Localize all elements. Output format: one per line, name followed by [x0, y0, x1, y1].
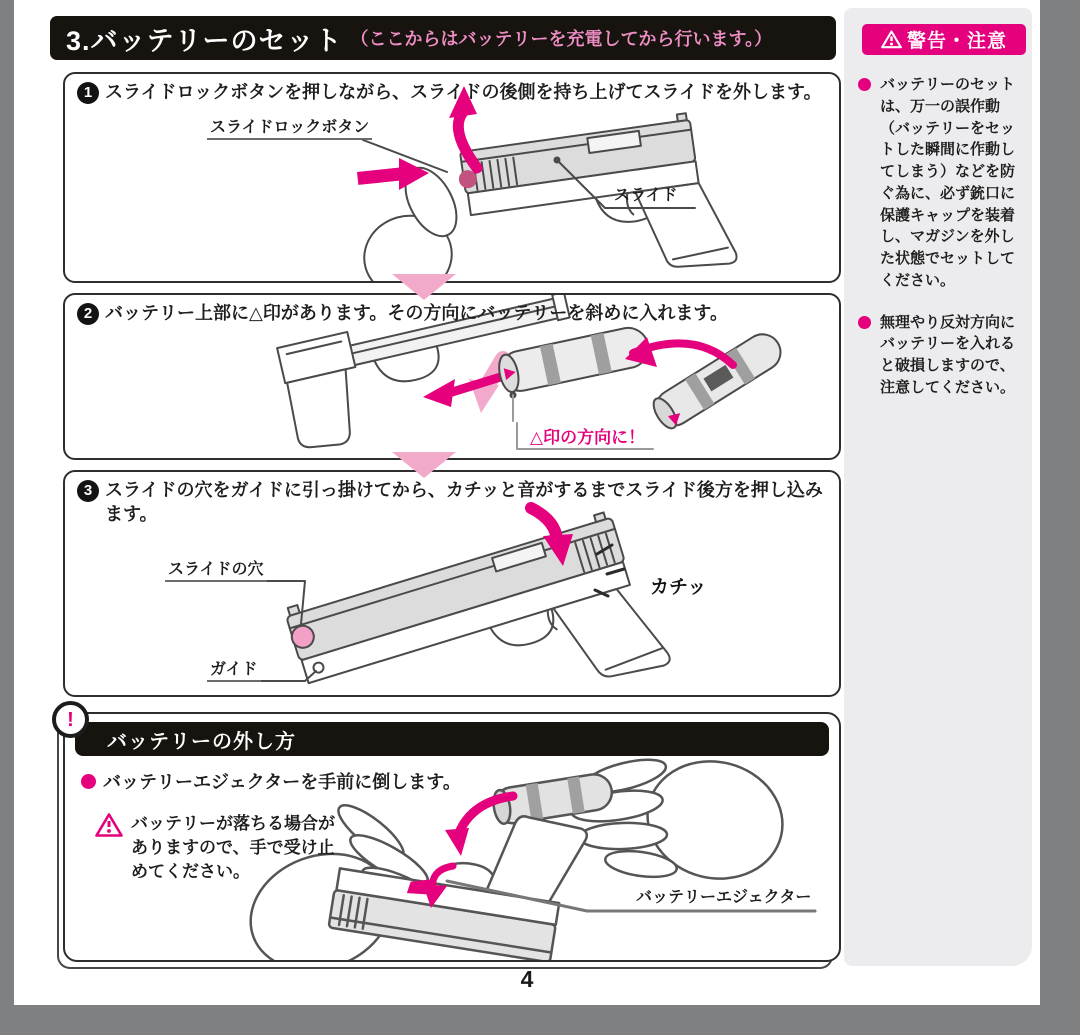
warning-item-text: バッテリーのセットは、万一の誤作動（バッテリーをセットした瞬間に作動してしまう）などを防ぐ為に、必ず銃口に保護キャップを装着し、マガジンを外した状態でセットしてください。	[880, 76, 1016, 289]
step3-number-badge: 3	[77, 480, 99, 502]
section-title: 3.バッテリーのセット	[66, 25, 343, 56]
guide-label: ガイド	[207, 656, 261, 682]
flow-arrow-down-icon	[392, 452, 456, 478]
warning-badge-text: 警告・注意	[906, 31, 1007, 52]
triangle-direction-label: △印の方向に！	[530, 428, 646, 447]
step3-panel	[63, 470, 841, 697]
warning-list	[858, 74, 1028, 419]
removal-header-bar	[75, 722, 829, 756]
bullet-dot-icon	[81, 774, 96, 789]
step2-text: バッテリー上部に△印があります。その方向にバッテリーを斜めに入れます。	[105, 303, 728, 323]
warning-triangle-icon	[881, 30, 902, 49]
warning-item-text: 無理やり反対方向にバッテリーを入れると破損しますので、注意してください。	[880, 313, 1016, 396]
click-sound-label: カチッ	[650, 577, 707, 598]
step1-text: スライドロックボタンを押しながら、スライドの後側を持ち上げてスライドを外します。	[105, 82, 822, 102]
page-number: 4	[520, 966, 534, 992]
flow-arrow-down-icon	[392, 274, 456, 300]
section-subtitle: （ここからはバッテリーを充電してから行います。）	[350, 29, 773, 49]
removal-header-title: バッテリーの外し方	[107, 730, 296, 753]
warning-sidebar	[844, 8, 1032, 966]
step1-number-badge: 1	[77, 82, 99, 104]
step3-text: スライドの穴をガイドに引っ掛けてから、カチッと音がするまでスライド後方を押し込みます。	[105, 480, 823, 524]
slide-lock-button-label: スライドロックボタン	[207, 114, 372, 140]
drop-caution-note	[95, 812, 357, 884]
caution-triangle-icon	[95, 812, 123, 838]
alert-exclamation-icon	[52, 701, 89, 738]
bullet-dot-icon	[858, 316, 871, 329]
step2-number-badge: 2	[77, 303, 99, 325]
bullet-dot-icon	[858, 78, 871, 91]
warning-badge	[862, 24, 1026, 55]
manual-page	[14, 0, 1040, 1005]
battery-ejector-label: バッテリーエジェクター	[636, 889, 812, 906]
section-title-bar	[50, 16, 836, 60]
step1-panel	[63, 72, 841, 283]
drop-caution-text: バッテリーが落ちる場合がありますので、手で受け止めてください。	[131, 814, 335, 882]
slide-hole-label: スライドの穴	[165, 556, 267, 582]
step1-illustration	[65, 74, 839, 281]
warning-item	[858, 312, 1028, 399]
removal-instruction-text: バッテリーエジェクターを手前に倒します。	[103, 772, 461, 792]
step2-panel	[63, 293, 841, 460]
battery-removal-panel	[63, 708, 841, 962]
slide-label: スライド	[614, 187, 678, 204]
warning-item	[858, 74, 1028, 292]
exclamation-glyph: !	[67, 708, 74, 731]
removal-instruction-row	[81, 768, 461, 794]
